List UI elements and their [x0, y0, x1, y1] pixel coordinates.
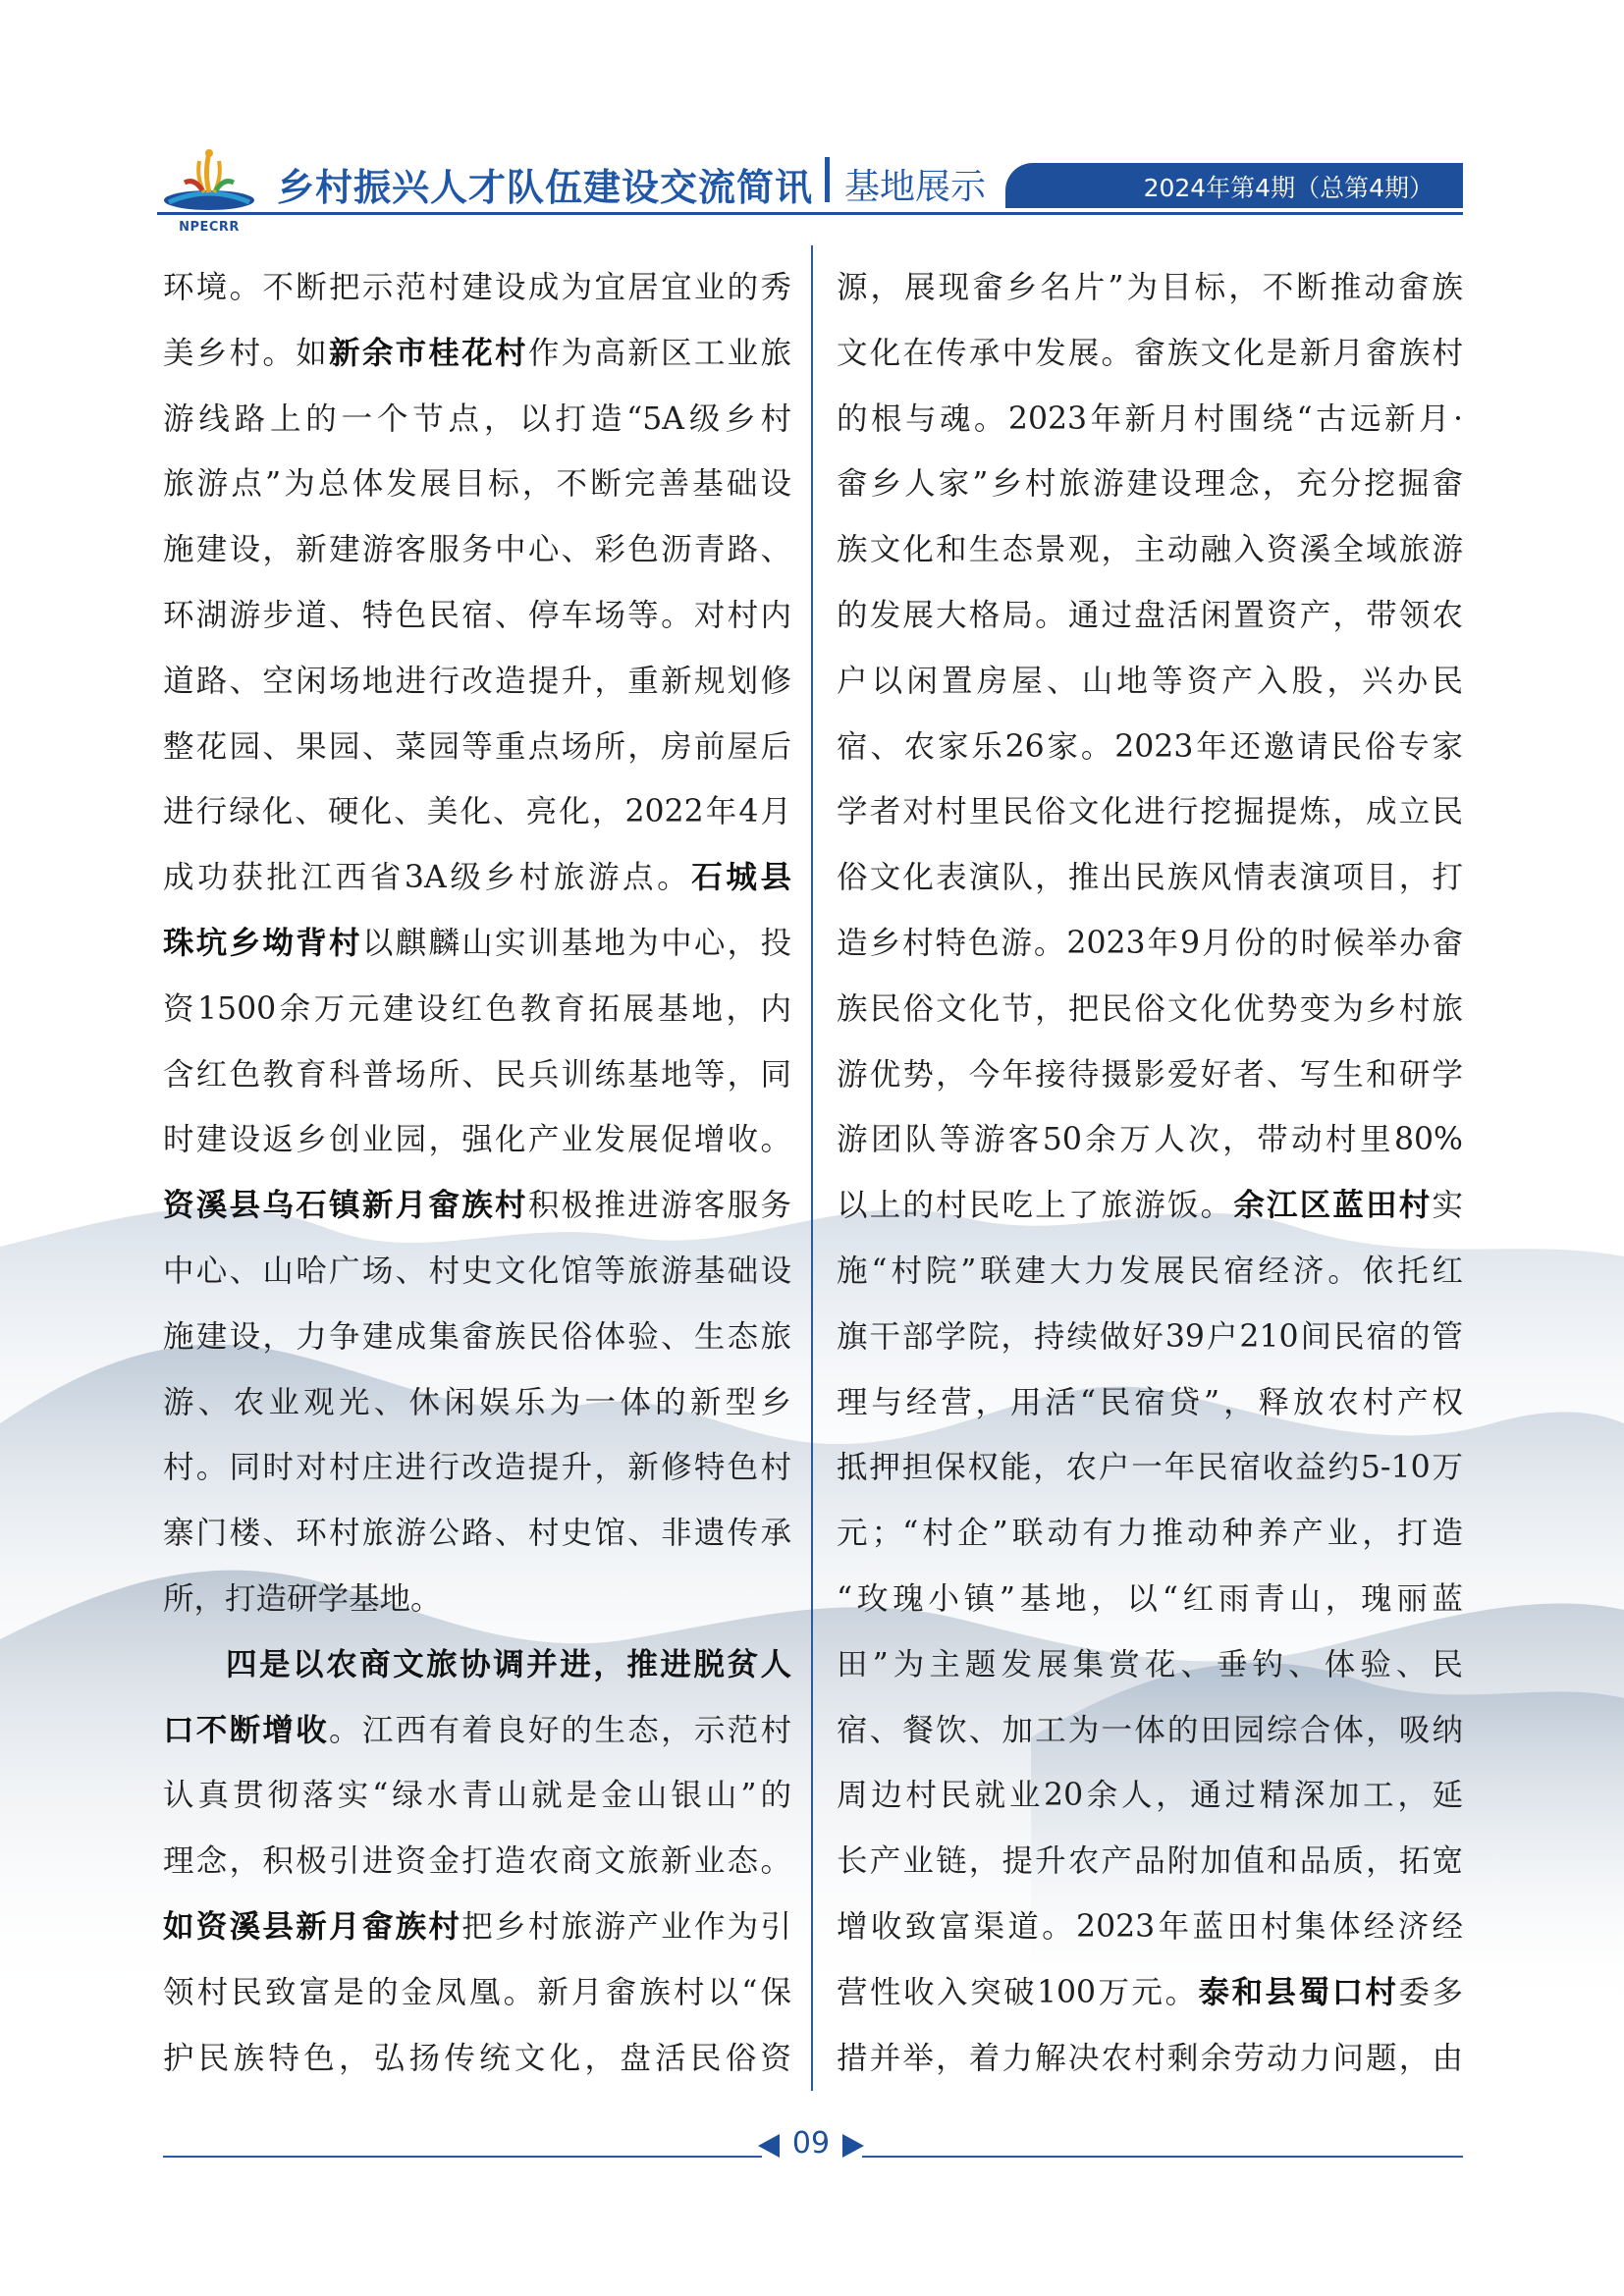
- text-line: 措并举，着力解决农村剩余劳动力问题，由: [837, 2040, 1463, 2076]
- bold-highlight: 珠坑乡坳背村: [163, 924, 362, 961]
- text-line: 田”为主题发展集赏花、垂钓、体验、民: [837, 1646, 1463, 1682]
- text-line: 以上的村民吃上了旅游饭。余江区蓝田村实: [837, 1187, 1463, 1224]
- text-line: 学者对村里民俗文化进行挖掘提炼，成立民: [837, 794, 1463, 830]
- text-line: 时建设返乡创业园，强化产业发展促增收。: [163, 1122, 791, 1158]
- text-line: 含红色教育科普场所、民兵训练基地等，同: [163, 1056, 791, 1093]
- text-line: 造乡村特色游。2023年9月份的时候举办畲: [837, 925, 1463, 961]
- text-line: 寨门楼、环村旅游公路、村史馆、非遗传承: [163, 1516, 791, 1552]
- bold-highlight: 四是以农商文旅协调并进，推进脱贫人: [226, 1645, 791, 1682]
- text-line: 美乡村。如新余市桂花村作为高新区工业旅: [163, 334, 791, 371]
- text-line: 文化在传承中发展。畲族文化是新月畲族村: [837, 335, 1463, 371]
- text-line: 中心、山哈广场、村史文化馆等旅游基础设: [163, 1253, 791, 1289]
- publication-title: 乡村振兴人才队伍建设交流简讯: [277, 166, 814, 209]
- text-line: 游线路上的一个节点，以打造“5A级乡村: [163, 400, 791, 437]
- text-line: 资溪县乌石镇新月畲族村积极推进游客服务: [163, 1187, 791, 1224]
- text-line: 护民族特色，弘扬传统文化，盘活民俗资: [163, 2040, 791, 2076]
- text-line: 村。同时对村庄进行改造提升，新修特色村: [163, 1450, 791, 1486]
- text-line: [163, 1632, 791, 1698]
- issue-label: 2024年第4期（总第4期）: [1143, 174, 1434, 202]
- text-line: 宿、餐饮、加工为一体的田园综合体，吸纳: [837, 1712, 1463, 1748]
- text-line: 施建设，力争建成集畲族民俗体验、生态旅: [163, 1318, 791, 1355]
- text-line: 环湖游步道、特色民宿、停车场等。对村内: [163, 597, 791, 633]
- text-line: 旅游点”为总体发展目标，不断完善基础设: [163, 466, 791, 503]
- text-line: 畲乡人家”乡村旅游建设理念，充分挖掘畲: [837, 466, 1463, 503]
- text-line: 道路、空闲场地进行改造提升，重新规划修: [163, 663, 791, 699]
- page-arrow-left-icon: [758, 2134, 780, 2158]
- text-line: 进行绿化、硬化、美化、亮化，2022年4月: [163, 794, 791, 830]
- text-line: 整花园、果园、菜园等重点场所，房前屋后: [163, 728, 791, 765]
- text-line: 环境。不断把示范村建设成为宜居宜业的秀: [163, 270, 791, 305]
- page-arrow-right-icon: [842, 2134, 864, 2158]
- text-line: 游团队等游客50余万人次，带动村里80%: [837, 1122, 1463, 1158]
- title-separator: [825, 157, 830, 202]
- text-line: 族民俗文化节，把民俗文化优势变为乡村旅: [837, 990, 1463, 1027]
- text-line: 如资溪县新月畲族村把乡村旅游产业作为引: [163, 1907, 791, 1945]
- text-line: 元；“村企”联动有力推动种养产业，打造: [837, 1516, 1463, 1552]
- text-line: 施建设，新建游客服务中心、彩色沥青路、: [163, 532, 791, 568]
- issue-banner: [1005, 163, 1463, 208]
- text-line: 理与经营，用活“民宿贷”，释放农村产权: [837, 1384, 1463, 1420]
- text-line: 源，展现畲乡名片”为目标，不断推动畲族: [837, 270, 1463, 305]
- bold-highlight: 资溪县乌石镇新月畲族村: [163, 1187, 528, 1224]
- text-line: 资1500余万元建设红色教育拓展基地，内: [163, 990, 791, 1027]
- text-line: 户以闲置房屋、山地等资产入股，兴办民: [837, 663, 1463, 699]
- header-rule: [157, 212, 1463, 215]
- bold-highlight: 石城县: [691, 859, 791, 896]
- logo-emblem-icon: [155, 143, 263, 222]
- logo-text: NPECRR: [179, 220, 240, 235]
- left-text-column: [163, 255, 791, 2091]
- bold-highlight: 泰和县蜀口村: [1198, 1973, 1399, 2010]
- text-line: 所，打造研学基地。: [163, 1580, 442, 1617]
- text-line: 俗文化表演队，推出民族风情表演项目，打: [837, 860, 1463, 896]
- npecrr-logo: [155, 143, 263, 241]
- text-line: 领村民致富是的金凤凰。新月畲族村以“保: [163, 1974, 791, 2010]
- page-number: 09: [791, 2126, 831, 2161]
- bold-highlight: 新余市桂花村: [329, 334, 528, 371]
- bold-highlight: 余江区蓝田村: [1233, 1187, 1433, 1224]
- text-line: 的发展大格局。通过盘活闲置资产，带领农: [837, 597, 1463, 633]
- text-line: 口不断增收。江西有着良好的生态，示范村: [163, 1711, 791, 1748]
- text-line: 周边村民就业20余人，通过精深加工，延: [837, 1778, 1463, 1814]
- text-line: 宿、农家乐26家。2023年还邀请民俗专家: [837, 728, 1463, 765]
- text-line: 游优势，今年接待摄影爱好者、写生和研学: [837, 1056, 1463, 1093]
- text-line: 抵押担保权能，农户一年民宿收益约5-10万: [837, 1450, 1463, 1486]
- text-line: 营性收入突破100万元。泰和县蜀口村委多: [837, 1973, 1463, 2010]
- bold-highlight: 口不断增收: [163, 1711, 330, 1748]
- right-text-column: [837, 255, 1463, 2091]
- text-line: 族文化和生态景观，主动融入资溪全域旅游: [837, 532, 1463, 568]
- text-line: 增收致富渠道。2023年蓝田村集体经济经: [837, 1908, 1463, 1945]
- section-name: 基地展示: [844, 167, 987, 207]
- page-header: [0, 128, 1624, 245]
- text-line: 理念，积极引进资金打造农商文旅新业态。: [163, 1843, 791, 1880]
- text-line: 的根与魂。2023年新月村围绕“古远新月·: [837, 400, 1463, 437]
- text-line: 长产业链，提升农产品附加值和品质，拓宽: [837, 1843, 1463, 1880]
- text-line: 施“村院”联建大力发展民宿经济。依托红: [837, 1253, 1463, 1289]
- footer-rule-right: [862, 2156, 1463, 2158]
- footer-rule-left: [163, 2156, 762, 2158]
- text-line: 珠坑乡坳背村以麒麟山实训基地为中心，投: [163, 924, 791, 961]
- column-divider: [811, 245, 813, 2091]
- text-line: 认真贯彻落实“绿水青山就是金山银山”的: [163, 1778, 791, 1814]
- bold-highlight: 如资溪县新月畲族村: [163, 1907, 462, 1945]
- text-line: “玫瑰小镇”基地，以“红雨青山，瑰丽蓝: [837, 1580, 1463, 1617]
- text-line: 游、农业观光、休闲娱乐为一体的新型乡: [163, 1384, 791, 1420]
- text-line: 成功获批江西省3A级乡村旅游点。石城县: [163, 859, 791, 896]
- text-line: 旗干部学院，持续做好39户210间民宿的管: [837, 1318, 1463, 1355]
